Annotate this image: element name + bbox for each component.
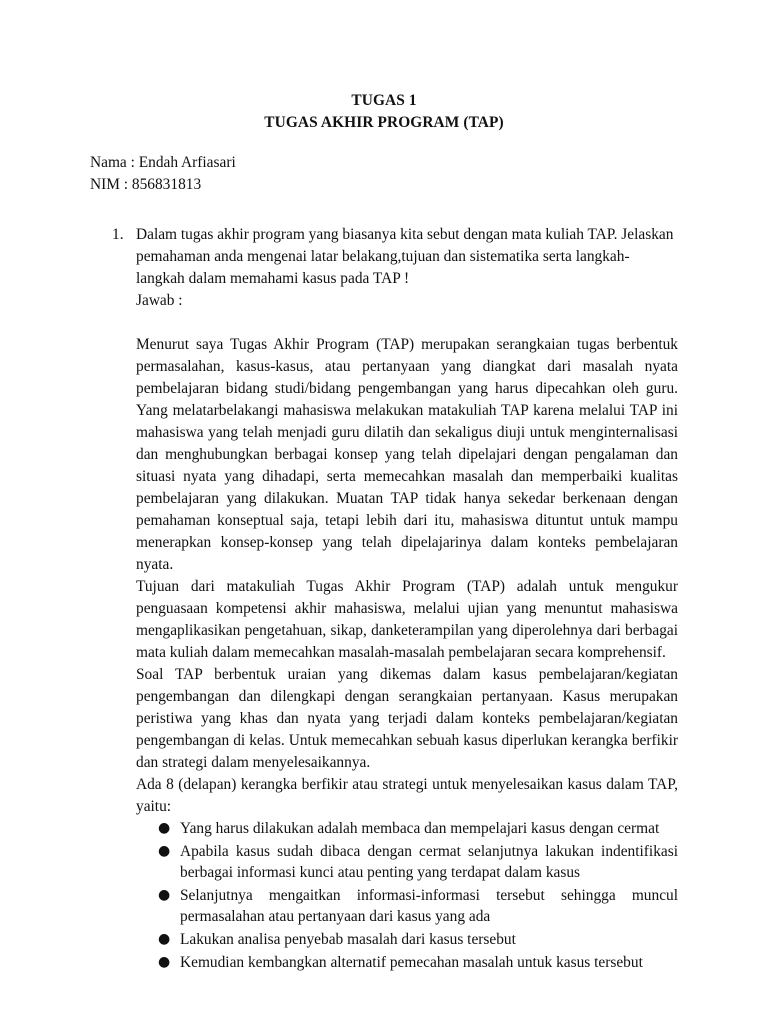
list-item [136, 818, 678, 839]
bullet-icon: ● [158, 887, 171, 903]
list-item [136, 841, 678, 883]
list-item [136, 929, 678, 950]
answer-paragraph-question-format: Soal TAP berbentuk uraian yang dikemas dalam kasus pembelajaran/kegiatan pengembangan dan dilengkapi dengan serangkaian pertanyaan. Kasus merupakan peristiwa yang khas dan nyata yang terjadi dalam konteks pembelajaran/kegiatan pengembangan di kelas. Untuk memecahkan sebuah kasus diperlukan kerangka berfikir dan strategi dalam menyelesaikannya. [136, 666, 678, 771]
framework-list [136, 818, 678, 973]
list-item-text: Selanjutnya mengaitkan informasi-informasi tersebut sehingga muncul permasalahan atau pertanyaan dari kasus yang ada [180, 887, 678, 925]
answer-label: Jawab : [136, 292, 183, 309]
question-text: Dalam tugas akhir program yang biasanya kita sebut dengan mata kuliah TAP. Jelaskan pemahaman anda mengenai latar belakang,tujuan dan sistematika serta langkah-langkah dalam memahami kasus pada TAP ! [136, 226, 674, 287]
list-item-text: Kemudian kembangkan alternatif pemecahan masalah untuk kasus tersebut [180, 954, 643, 971]
bullet-icon: ● [158, 820, 171, 836]
bullet-icon: ● [158, 954, 171, 970]
list-item [136, 952, 678, 973]
paragraph-spacer [136, 312, 678, 334]
document-subtitle: TUGAS AKHIR PROGRAM (TAP) [264, 114, 504, 131]
answer-paragraph-purpose: Tujuan dari matakuliah Tugas Akhir Program (TAP) adalah untuk mengukur penguasaan kompetensi akhir mahasiswa, melalui ujian yang menuntut mahasiswa mengaplikasikan pengetahuan, sikap, danketerampilan yang diperolehnya dari berbagai mata kuliah dalam memecahkan masalah-masalah pembelajaran secara komprehensif. [136, 578, 678, 661]
answer-paragraph-background: Menurut saya Tugas Akhir Program (TAP) merupakan serangkaian tugas berbentuk permasalahan, kasus-kasus, atau pertanyaan yang diangkat dari masalah nyata pembelajaran bidang studi/bidang pengembangan yang harus dipecahkan oleh guru. Yang melatarbelakangi mahasiswa melakukan matakuliah TAP karena melalui TAP ini mahasiswa yang telah menjadi guru dilatih dan sekaligus diuji untuk menginternalisasi dan menghubungkan berbagai konsep yang telah dipelajari dengan pengalaman dan situasi nyata yang dihadapi, serta memecahkan masalah dan memperbaiki kualitas pembelajaran yang dilakukan. Muatan TAP tidak hanya sekedar berkenaan dengan pemahaman konseptual saja, tetapi lebih dari itu, mahasiswa dituntut untuk mampu menerapkan konsep-konsep yang telah dipelajarinya dalam konteks pembelajaran nyata. [136, 336, 678, 573]
list-item-text: Yang harus dilakukan adalah membaca dan mempelajari kasus dengan cermat [180, 820, 660, 837]
student-name: Nama : Endah Arfiasari [90, 154, 236, 171]
document-title: TUGAS 1 [351, 92, 417, 109]
answer-paragraph-framework-intro: Ada 8 (delapan) kerangka berfikir atau strategi untuk menyelesaikan kasus dalam TAP, yaitu: [136, 776, 678, 815]
bullet-icon: ● [158, 931, 171, 947]
list-item-text: Lakukan analisa penyebab masalah dari kasus tersebut [180, 931, 516, 948]
bullet-icon: ● [158, 843, 171, 859]
question-number: 1. [112, 226, 124, 243]
question-content [136, 224, 678, 975]
list-item [136, 885, 678, 927]
student-nim: NIM : 856831813 [90, 176, 202, 193]
list-item-text: Apabila kasus sudah dibaca dengan cermat selanjutnya lakukan indentifikasi berbagai informasi kunci atau penting yang terdapat dalam kasus [180, 843, 678, 881]
